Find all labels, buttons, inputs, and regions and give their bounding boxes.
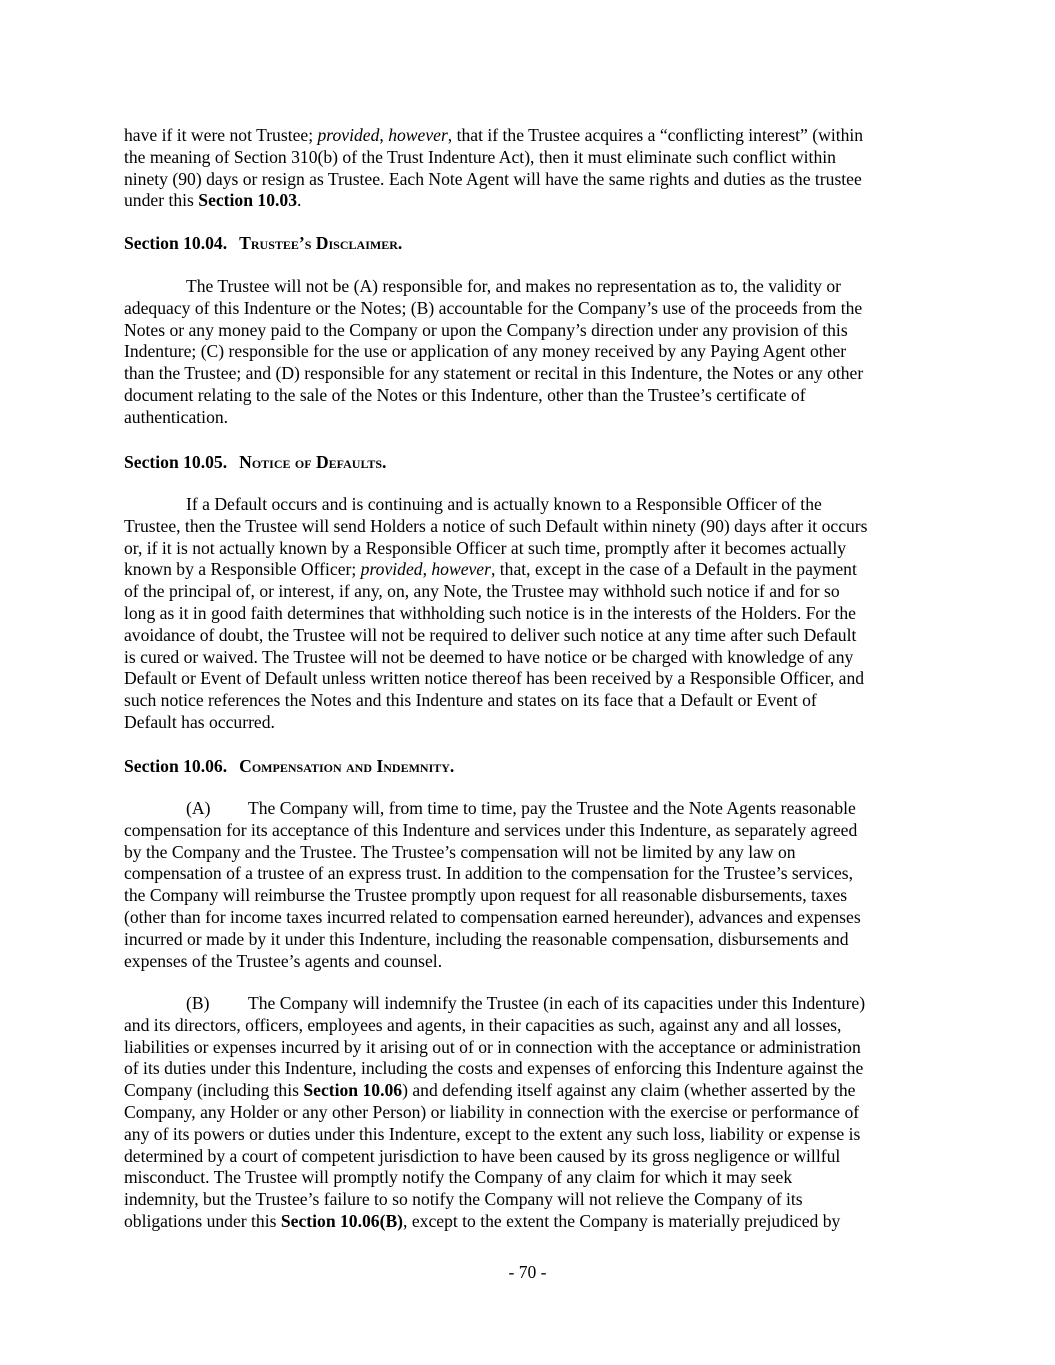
text-line: Default has occurred. [124, 711, 275, 732]
text-line: Trustee, then the Trustee will send Holders a notice of such Default within ninety (90) days after it occurs [124, 515, 868, 536]
section-reference: Section 10.06 [303, 1080, 403, 1101]
text-run: If a Default occurs and is continuing and is actually known to a Responsible Officer of the [186, 494, 822, 514]
text-line: indemnity, but the Trustee’s failure to so notify the Company will not relieve the Company of its [124, 1189, 803, 1210]
text-line: Notes or any money paid to the Company or upon the Company’s direction under any provision of this [124, 319, 848, 340]
text-run: The Trustee will not be (A) responsible for, and makes no representation as to, the validity or [186, 276, 842, 296]
text-line: compensation for its acceptance of this Indenture and services under this Indenture, as separately agreed [124, 819, 858, 840]
text-line: authentication. [124, 406, 229, 427]
text-line: of the principal of, or interest, if any, on, any Note, the Trustee may withhold such notice if and for so [124, 581, 840, 602]
text-line [124, 190, 954, 212]
text-run: under this [124, 190, 199, 211]
text-line: avoidance of doubt, the Trustee will not be required to deliver such notice at any time after such Default [124, 624, 857, 645]
italic-term: however [431, 559, 491, 580]
text-line: determined by a court of competent jurisdiction to have been caused by its gross negligence or willful [124, 1145, 841, 1166]
text-line: or, if it is not actually known by a Responsible Officer at such time, promptly after it becomes actually [124, 537, 847, 558]
text-line [124, 1080, 954, 1102]
text-line: misconduct. The Trustee will promptly notify the Company of any claim for which it may seek [124, 1167, 793, 1188]
section-number: Section 10.06. [124, 756, 228, 776]
paragraph-section-10-06-b [124, 993, 954, 1233]
paragraph-section-10-06-a [124, 798, 954, 972]
text-line: of its duties under this Indenture, including the costs and expenses of enforcing this Indenture against the [124, 1058, 864, 1079]
section-number: Section 10.04. [124, 233, 228, 253]
text-line: (other than for income taxes incurred related to compensation earned hereunder), advances and expenses [124, 906, 861, 927]
clause-label: (B) [186, 993, 210, 1013]
italic-term: provided [317, 125, 380, 145]
text-line [124, 798, 954, 820]
text-line [124, 494, 954, 516]
text-line: document relating to the sale of the Notes or this Indenture, other than the Trustee’s certificate of [124, 384, 806, 405]
section-heading-10-05 [124, 452, 386, 474]
text-line: compensation of a trustee of an express trust. In addition to the compensation for the Trustee’s services, [124, 863, 853, 884]
section-heading-10-04 [124, 233, 402, 255]
text-line: any of its powers or duties under this Indenture, except to the extent any such loss, liability or expense is [124, 1123, 861, 1144]
section-title: Notice of Defaults. [239, 452, 387, 472]
text-run: , [379, 125, 389, 145]
text-run: The Company will, from time to time, pay the Trustee and the Note Agents reasonable [248, 798, 856, 818]
text-run: have if it were not Trustee; [124, 125, 318, 145]
text-line: than the Trustee; and (D) responsible for any statement or recital in this Indenture, the Notes or any other [124, 363, 864, 384]
text-line: the meaning of Section 310(b) of the Trust Indenture Act), then it must eliminate such conflict within [124, 146, 836, 167]
text-run: , that if the Trustee acquires a “conflicting interest” (within [447, 125, 864, 145]
text-line: such notice references the Notes and this Indenture and states on its face that a Default or Event of [124, 690, 817, 711]
italic-term: provided [360, 559, 423, 580]
text-line: Default or Event of Default unless written notice thereof has been received by a Responsible Officer, and [124, 668, 865, 689]
text-line: Indenture; (C) responsible for the use or application of any money received by any Paying Agent other [124, 341, 847, 362]
paragraph-section-10-03-continuation [124, 125, 954, 212]
text-line: expenses of the Trustee’s agents and counsel. [124, 950, 443, 971]
text-line: the Company will reimburse the Trustee promptly upon request for all reasonable disbursements, taxes [124, 885, 848, 906]
text-line [124, 1211, 954, 1233]
text-run: obligations under this [124, 1210, 281, 1231]
text-run: , [422, 559, 432, 580]
text-line: is cured or waived. The Trustee will not be deemed to have notice or be charged with knowledge of any [124, 646, 854, 667]
paragraph-section-10-05 [124, 494, 954, 734]
paragraph-section-10-04 [124, 276, 954, 429]
section-reference: Section 10.03 [198, 190, 297, 211]
text-line: long as it in good faith determines that withholding such notice is in the interests of the Holders. For the [124, 602, 856, 623]
text-run: , except to the extent the Company is materially prejudiced by [403, 1210, 841, 1231]
text-line [124, 125, 954, 147]
section-heading-10-06 [124, 756, 454, 778]
text-line [124, 993, 954, 1015]
text-line: liabilities or expenses incurred by it arising out of or in connection with the acceptance or administration [124, 1036, 861, 1057]
page-number: - 70 - [508, 1262, 547, 1282]
section-title: Compensation and Indemnity. [239, 756, 455, 776]
text-run: known by a Responsible Officer; [124, 559, 361, 580]
italic-term: however [388, 125, 448, 145]
text-line: and its directors, officers, employees and agents, in their capacities as such, against any and all losses, [124, 1014, 842, 1035]
text-line [124, 559, 954, 581]
text-line: incurred or made by it under this Indenture, including the reasonable compensation, disbursements and [124, 928, 849, 949]
section-number: Section 10.05. [124, 452, 228, 472]
text-run: ) and defending itself against any claim (whether asserted by the [402, 1080, 856, 1101]
section-title: Trustee’s Disclaimer. [239, 233, 403, 253]
text-run: Company (including this [124, 1080, 304, 1101]
text-run: , that, except in the case of a Default in the payment [490, 559, 857, 580]
text-line: adequacy of this Indenture or the Notes; (B) accountable for the Company’s use of the proceeds from the [124, 297, 863, 318]
text-run: . [297, 190, 302, 211]
text-line: by the Company and the Trustee. The Trustee’s compensation will not be limited by any law on [124, 841, 796, 862]
text-line: Company, any Holder or any other Person) or liability in connection with the exercise or performance of [124, 1101, 860, 1122]
text-run: The Company will indemnify the Trustee (in each of its capacities under this Indenture) [248, 993, 866, 1013]
text-line [124, 276, 954, 298]
section-reference: Section 10.06(B) [280, 1210, 404, 1231]
text-line: ninety (90) days or resign as Trustee. Each Note Agent will have the same rights and duties as the trustee [124, 168, 862, 189]
clause-label: (A) [186, 798, 211, 818]
